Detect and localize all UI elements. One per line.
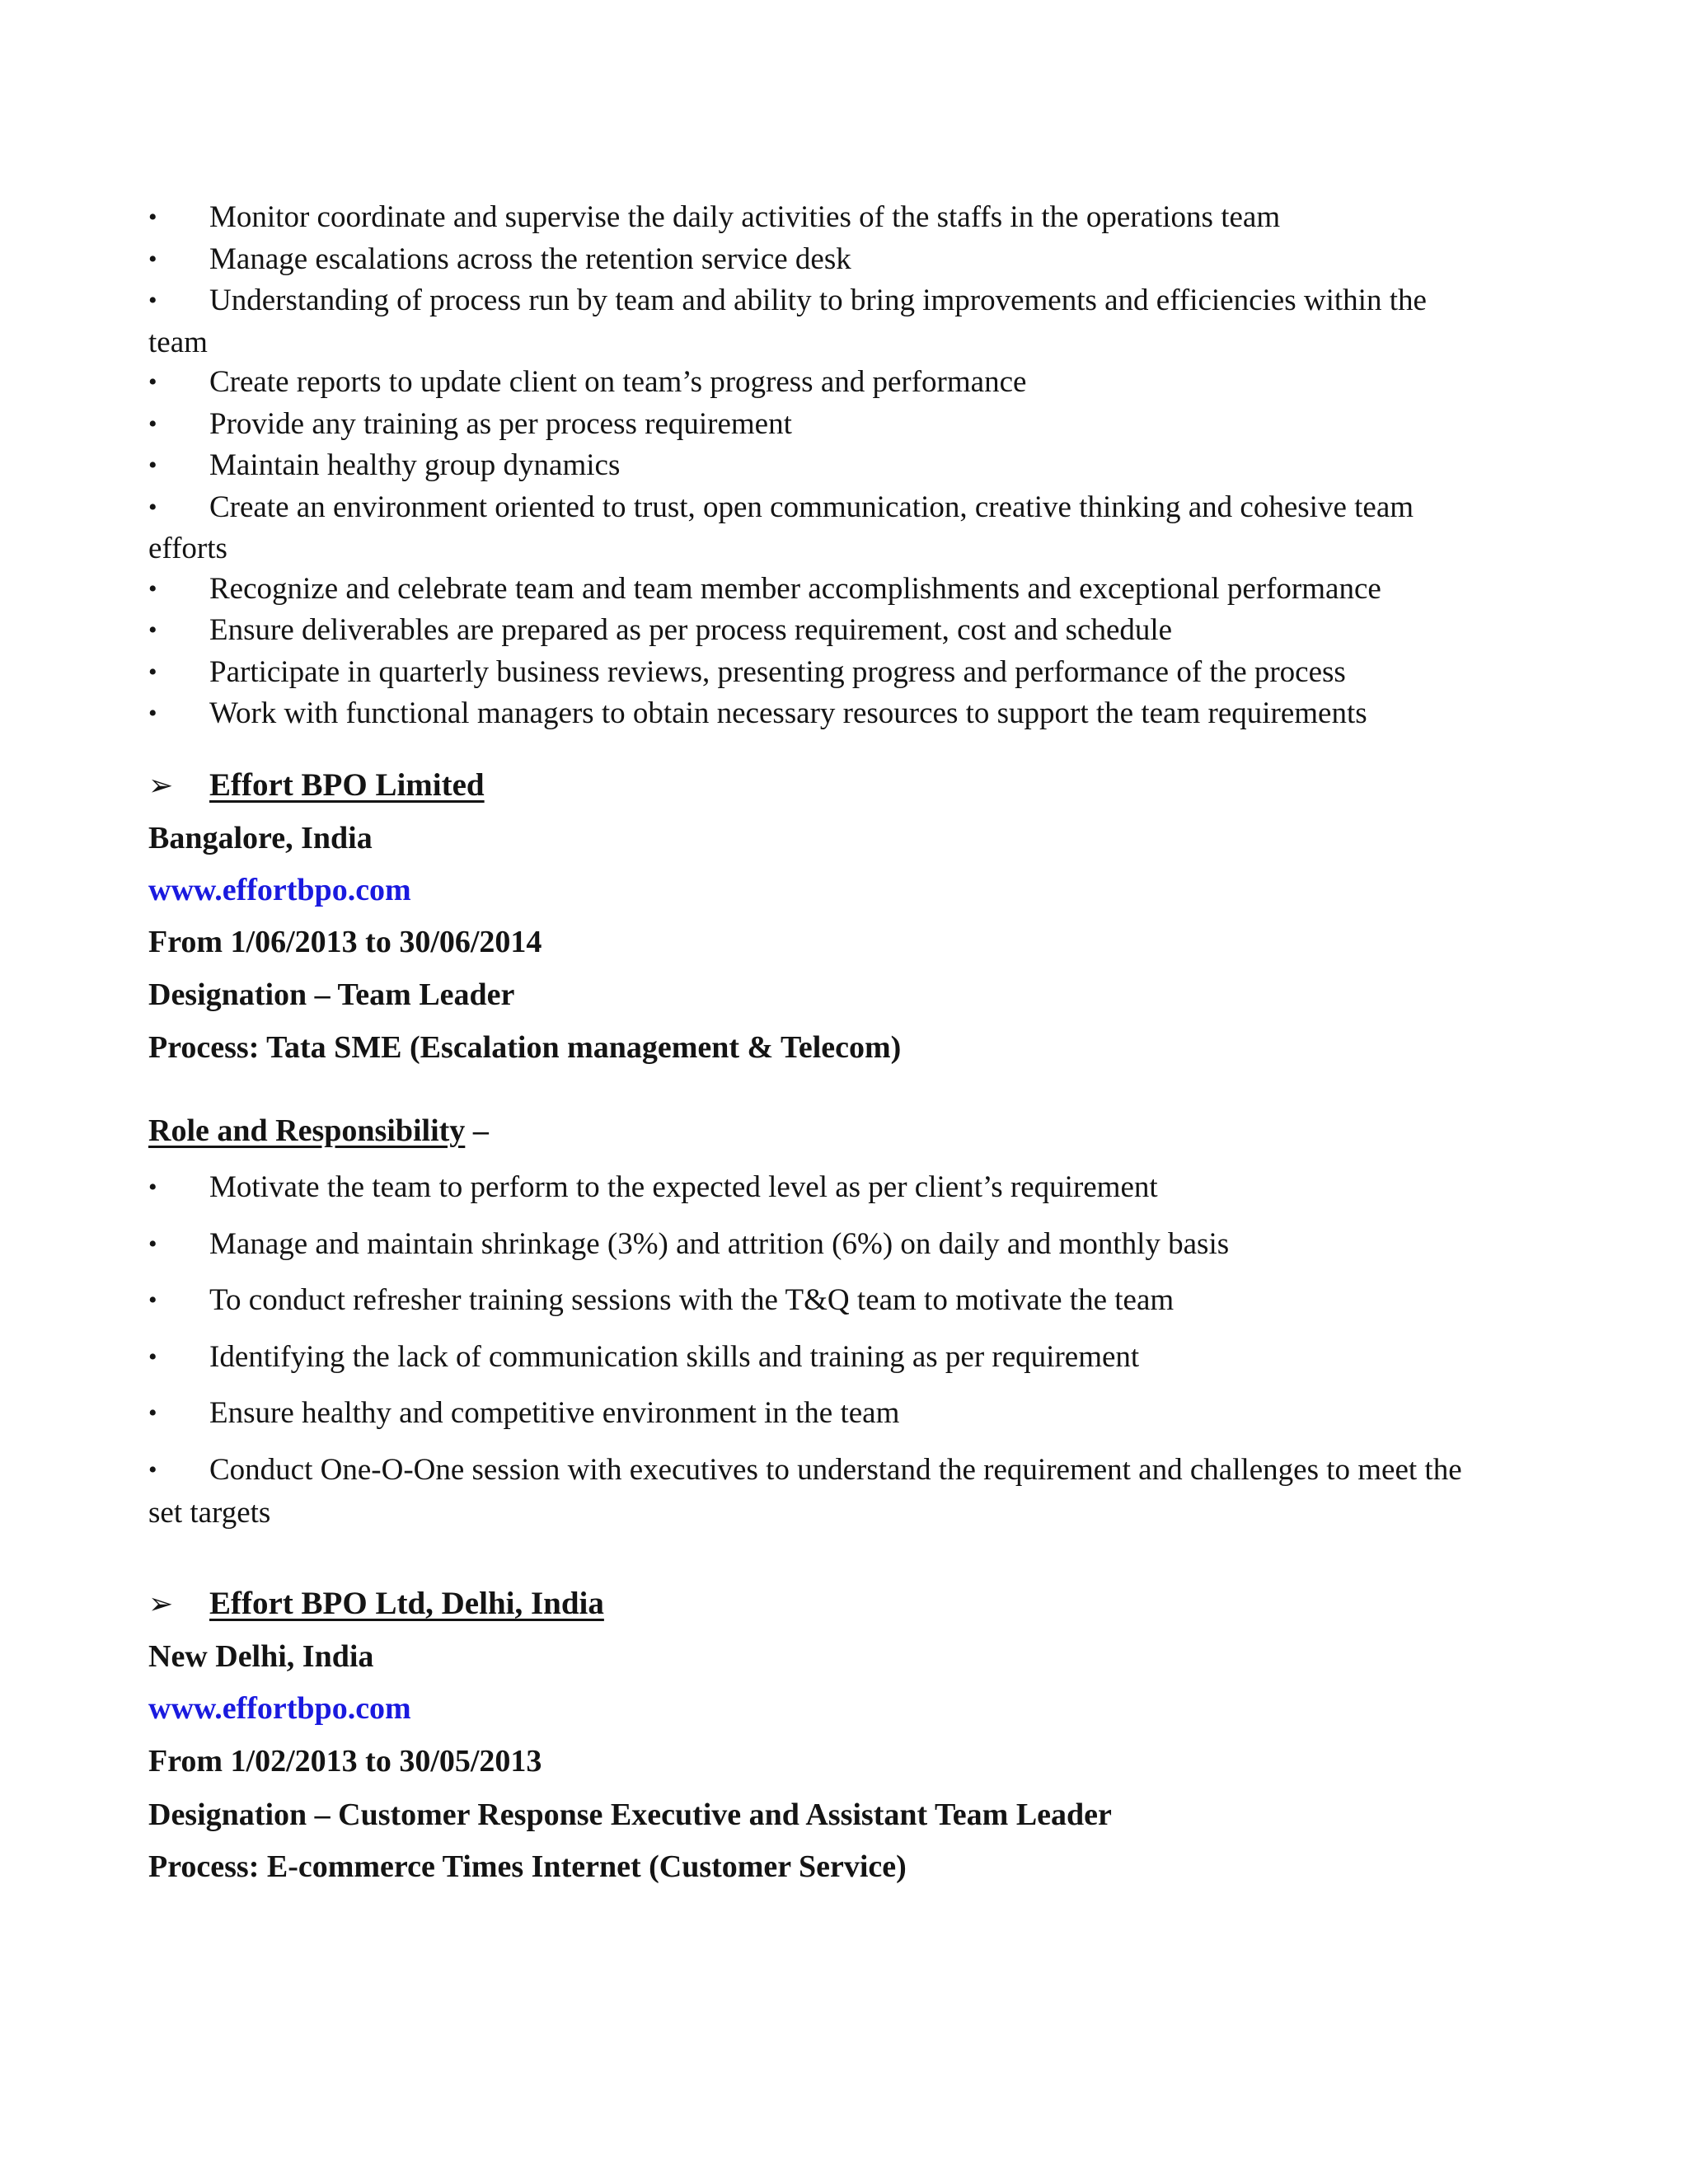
list-item: • Monitor coordinate and supervise the daily activities of the staffs in the operations team bbox=[148, 198, 1484, 240]
list-item: • Ensure deliverables are prepared as per process requirement, cost and schedule bbox=[148, 611, 1484, 653]
list-item: • Recognize and celebrate team and team member accomplishments and exceptional performance bbox=[148, 569, 1484, 612]
responsibilities-list bbox=[148, 1167, 1484, 1547]
arrow-bullet-icon: ➢ bbox=[148, 769, 174, 802]
list-item: • Conduct One-O-One session with executives to understand the requirement and challenges to meet the set targets bbox=[148, 1450, 1484, 1534]
job-process: Process: E-commerce Times Internet (Customer Service) bbox=[148, 1849, 907, 1884]
bullet-icon: • bbox=[148, 574, 157, 602]
bullet-icon: • bbox=[148, 287, 157, 314]
list-item: • Identifying the lack of communication skills and training as per requirement bbox=[148, 1337, 1484, 1380]
company-name: Effort BPO Limited bbox=[209, 767, 485, 803]
bullet-icon: • bbox=[148, 700, 157, 727]
bullet-icon: • bbox=[148, 1343, 157, 1371]
company-heading-1 bbox=[148, 766, 485, 804]
list-item: • Participate in quarterly business reviews, presenting progress and performance of the process bbox=[148, 653, 1484, 695]
job-location: Bangalore, India bbox=[148, 821, 373, 855]
bullet-icon: • bbox=[148, 493, 157, 521]
list-item: • Create reports to update client on team’s progress and performance bbox=[148, 363, 1484, 405]
bullet-icon: • bbox=[148, 616, 157, 644]
job-process: Process: Tata SME (Escalation management & Telecom) bbox=[148, 1030, 902, 1065]
bullet-icon: • bbox=[148, 1230, 157, 1258]
bullet-icon: • bbox=[148, 658, 157, 686]
list-item: • Manage escalations across the retention service desk bbox=[148, 240, 1484, 282]
job-designation: Designation – Team Leader bbox=[148, 977, 515, 1012]
company-website-link[interactable]: www.effortbpo.com bbox=[148, 1691, 411, 1726]
bullet-icon: • bbox=[148, 245, 157, 273]
bullet-icon: • bbox=[148, 1286, 157, 1314]
bullet-icon: • bbox=[148, 1174, 157, 1201]
job-designation: Designation – Customer Response Executive and Assistant Team Leader bbox=[148, 1797, 1112, 1832]
bullet-icon: • bbox=[148, 1455, 157, 1483]
bullet-icon: • bbox=[148, 368, 157, 396]
list-item: • Manage and maintain shrinkage (3%) and attrition (6%) on daily and monthly basis bbox=[148, 1224, 1484, 1267]
job-location: New Delhi, India bbox=[148, 1639, 374, 1674]
bullet-icon: • bbox=[148, 1399, 157, 1427]
role-heading: Role and Responsibility – bbox=[148, 1113, 489, 1148]
bullet-icon: • bbox=[148, 204, 157, 231]
job-period: From 1/06/2013 to 30/06/2014 bbox=[148, 925, 542, 959]
company-name: Effort BPO Ltd, Delhi, India bbox=[209, 1586, 604, 1621]
list-item: • Provide any training as per process requirement bbox=[148, 405, 1484, 447]
job-period: From 1/02/2013 to 30/05/2013 bbox=[148, 1744, 542, 1779]
company-website-link[interactable]: www.effortbpo.com bbox=[148, 873, 411, 907]
list-item: • To conduct refresher training sessions with the T&Q team to motivate the team bbox=[148, 1280, 1484, 1323]
bullet-icon: • bbox=[148, 410, 157, 438]
list-item: • Motivate the team to perform to the expected level as per client’s requirement bbox=[148, 1167, 1484, 1210]
list-item: • Create an environment oriented to trust, open communication, creative thinking and cohesive team efforts bbox=[148, 488, 1484, 569]
duties-list bbox=[148, 198, 1484, 736]
list-item: • Maintain healthy group dynamics bbox=[148, 446, 1484, 488]
company-heading-2 bbox=[148, 1585, 604, 1622]
list-item: • Understanding of process run by team and ability to bring improvements and efficiencies within the team bbox=[148, 281, 1484, 363]
arrow-bullet-icon: ➢ bbox=[148, 1587, 174, 1620]
bullet-icon: • bbox=[148, 452, 157, 479]
list-item: • Ensure healthy and competitive environment in the team bbox=[148, 1393, 1484, 1436]
list-item: • Work with functional managers to obtain necessary resources to support the team requirements bbox=[148, 694, 1484, 736]
